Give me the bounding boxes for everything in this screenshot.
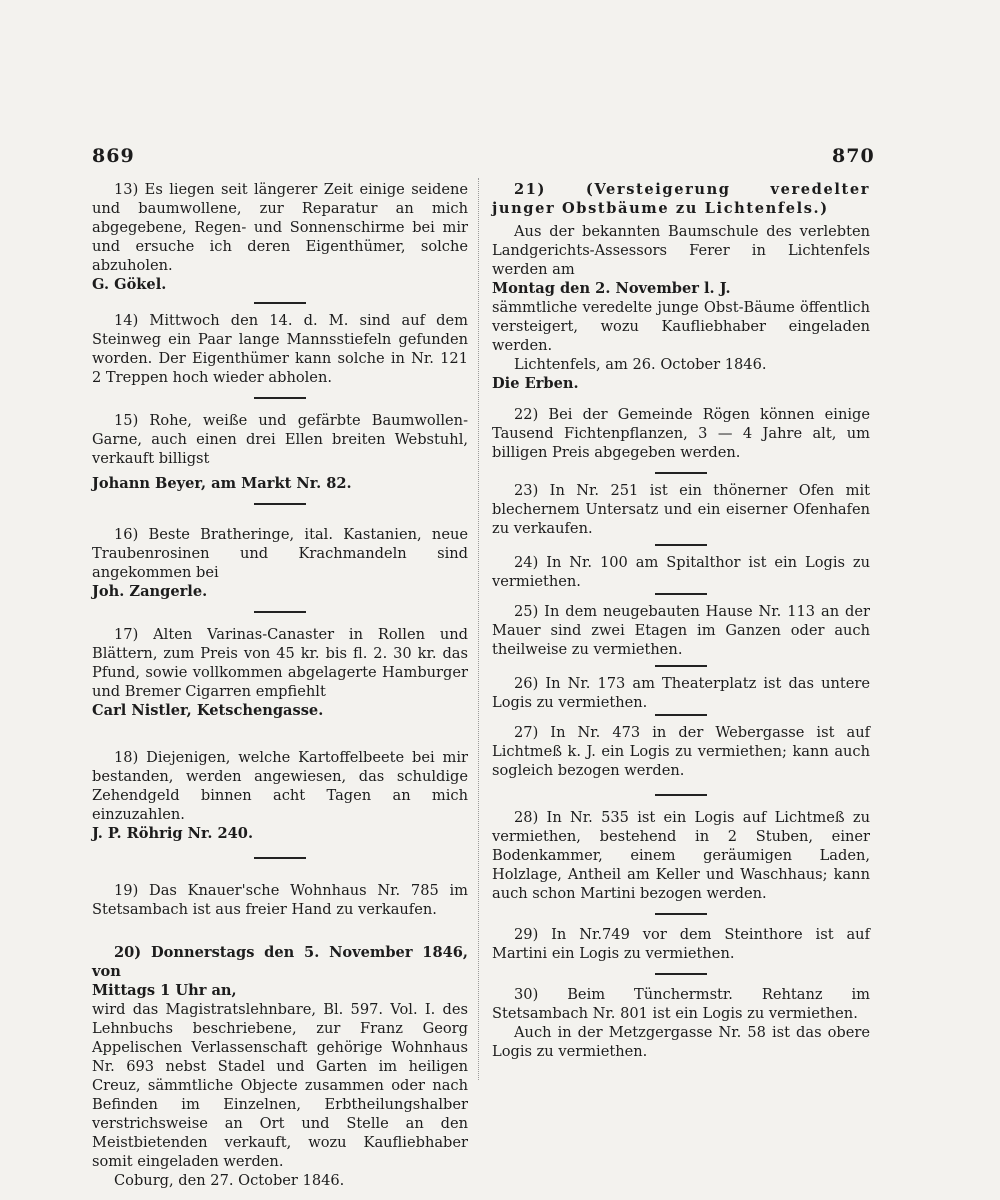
separator-rule <box>655 472 707 474</box>
left-column <box>92 180 468 1190</box>
ad-30-text2: Auch in der Metzgergasse Nr. 58 ist das obere Logis zu vermiethen. <box>492 1024 870 1060</box>
ad-15 <box>92 411 468 493</box>
separator-rule <box>655 913 707 915</box>
ad-21-text2: sämmtliche veredelte junge Obst-Bäume öffentlich versteigert, wozu Kaufliebhaber eingeladen werden. <box>492 299 870 354</box>
ad-27 <box>492 723 870 780</box>
ad-28 <box>492 808 870 903</box>
ad-24-text: 24) In Nr. 100 am Spitalthor ist ein Logis zu vermiethen. <box>492 554 870 590</box>
ad-14 <box>92 311 468 387</box>
ad-21-signature: Die Erben. <box>492 375 579 392</box>
ad-21-place-date: Lichtenfels, am 26. October 1846. <box>514 356 767 373</box>
separator-rule <box>655 973 707 975</box>
ad-15-signature: Johann Beyer, am Markt Nr. 82. <box>92 475 352 492</box>
ad-13 <box>92 180 468 294</box>
ad-20-text: wird das Magistratslehnbare, Bl. 597. Vol. I. des Lehnbuchs beschriebene, zur Franz Georg Appelischen Verlassenschaft gehörige Wohnhaus Nr. 693 nebst Stadel und Garten im heiligen Creuz, sämmtliche Objecte zusammen oder nach Befinden im Einzelnen, Erbtheilungshalber verstrichsweise an Ort und Stelle an den Meistbietenden verkauft, wozu Kaufliebhaber somit eingeladen werden. <box>92 1001 468 1170</box>
column-divider <box>478 178 479 1080</box>
separator-rule <box>254 397 306 399</box>
ad-20-line1: 20) Donnerstags den 5. November 1846, von <box>92 944 468 980</box>
ad-25 <box>492 602 870 659</box>
ad-21-date-line: Montag den 2. November l. J. <box>492 280 731 297</box>
ad-16-signature: Joh. Zangerle. <box>92 583 208 600</box>
ad-17-signature: Carl Nistler, Ketschengasse. <box>92 702 324 719</box>
separator-rule <box>655 794 707 796</box>
ad-30 <box>492 985 870 1061</box>
ad-21 <box>492 180 870 393</box>
ad-22-text: 22) Bei der Gemeinde Rögen können einige Tausend Fichtenpflanzen, 3 — 4 Jahre alt, um billigen Preis abgegeben werden. <box>492 406 870 461</box>
right-column <box>492 180 870 1061</box>
ad-23-text: 23) In Nr. 251 ist ein thönerner Ofen mit blechernem Untersatz und ein eiserner Ofenhafen zu verkaufen. <box>492 482 870 537</box>
ad-28-text: 28) In Nr. 535 ist ein Logis auf Lichtmeß zu vermiethen, bestehend in 2 Stuben, einer Bodenkammer, einem geräumigen Laden, Holzlage, Antheil am Keller und Waschhaus; kann auch schon Martini bezogen werden. <box>492 809 870 902</box>
ad-21-text: Aus der bekannten Baumschule des verlebten Landgerichts-Assessors Ferer in Lichtenfels werden am <box>492 223 870 278</box>
ad-15-text: 15) Rohe, weiße und gefärbte Baumwollen-Garne, auch einen drei Ellen breiten Webstuhl, verkauft billigst <box>92 412 468 467</box>
ad-18 <box>92 748 468 843</box>
separator-rule <box>655 665 707 667</box>
ad-13-text: 13) Es liegen seit längerer Zeit einige seidene und baumwollene, zur Reparatur an mich abgegebene, Regen- und Sonnenschirme bei mir und ersuche ich deren Eigenthümer, solche abzuholen. <box>92 181 468 274</box>
page-number-right: 870 <box>832 145 875 167</box>
ad-23 <box>492 481 870 538</box>
ad-25-text: 25) In dem neugebauten Hause Nr. 113 an der Mauer sind zwei Etagen im Ganzen oder auch theilweise zu vermiethen. <box>492 603 870 658</box>
separator-rule <box>655 593 707 595</box>
separator-rule <box>254 302 306 304</box>
separator-rule <box>254 611 306 613</box>
ad-24 <box>492 553 870 591</box>
ad-17-text: 17) Alten Varinas-Canaster in Rollen und Blättern, zum Preis von 45 kr. bis fl. 2. 30 kr. das Pfund, sowie vollkommen abgelagerte Hamburger und Bremer Cigarren empfiehlt <box>92 626 468 700</box>
separator-rule <box>254 503 306 505</box>
separator-rule <box>254 857 306 859</box>
ad-29 <box>492 925 870 963</box>
page-number-left: 869 <box>92 145 135 167</box>
ad-27-text: 27) In Nr. 473 in der Webergasse ist auf Lichtmeß k. J. ein Logis zu vermiethen; kann auch sogleich bezogen werden. <box>492 724 870 779</box>
ad-20 <box>92 943 468 1190</box>
ad-19 <box>92 881 468 919</box>
ad-20-line2: Mittags 1 Uhr an, <box>92 982 237 999</box>
separator-rule <box>655 544 707 546</box>
ad-17 <box>92 625 468 720</box>
separator-rule <box>655 714 707 716</box>
ad-14-text: 14) Mittwoch den 14. d. M. sind auf dem Steinweg ein Paar lange Mannsstiefeln gefunden worden. Der Eigenthümer kann solche in Nr. 121 2 Treppen hoch wieder abholen. <box>92 312 468 386</box>
ad-20-date: Coburg, den 27. October 1846. <box>114 1172 345 1189</box>
ad-13-signature: G. Gökel. <box>92 276 167 293</box>
ad-16 <box>92 525 468 601</box>
ad-19-text: 19) Das Knauer'sche Wohnhaus Nr. 785 im Stetsambach ist aus freier Hand zu verkaufen. <box>92 882 468 918</box>
ad-22 <box>492 405 870 462</box>
ad-16-text: 16) Beste Bratheringe, ital. Kastanien, neue Traubenrosinen und Krachmandeln sind angekommen bei <box>92 526 468 581</box>
ad-26-text: 26) In Nr. 173 am Theaterplatz ist das untere Logis zu vermiethen. <box>492 675 870 711</box>
ad-18-signature: J. P. Röhrig Nr. 240. <box>92 825 254 842</box>
ad-30-text: 30) Beim Tünchermstr. Rehtanz im Stetsambach Nr. 801 ist ein Logis zu vermiethen. <box>492 986 870 1022</box>
ad-26 <box>492 674 870 712</box>
ad-29-text: 29) In Nr.749 vor dem Steinthore ist auf Martini ein Logis zu vermiethen. <box>492 926 870 962</box>
ad-18-text: 18) Diejenigen, welche Kartoffelbeete bei mir bestanden, werden angewiesen, das schuldige Zehendgeld binnen acht Tagen an mich einzuzahlen. <box>92 749 468 823</box>
ad-21-heading: 21) (Versteigerung veredelter junger Obstbäume zu Lichtenfels.) <box>492 181 870 217</box>
